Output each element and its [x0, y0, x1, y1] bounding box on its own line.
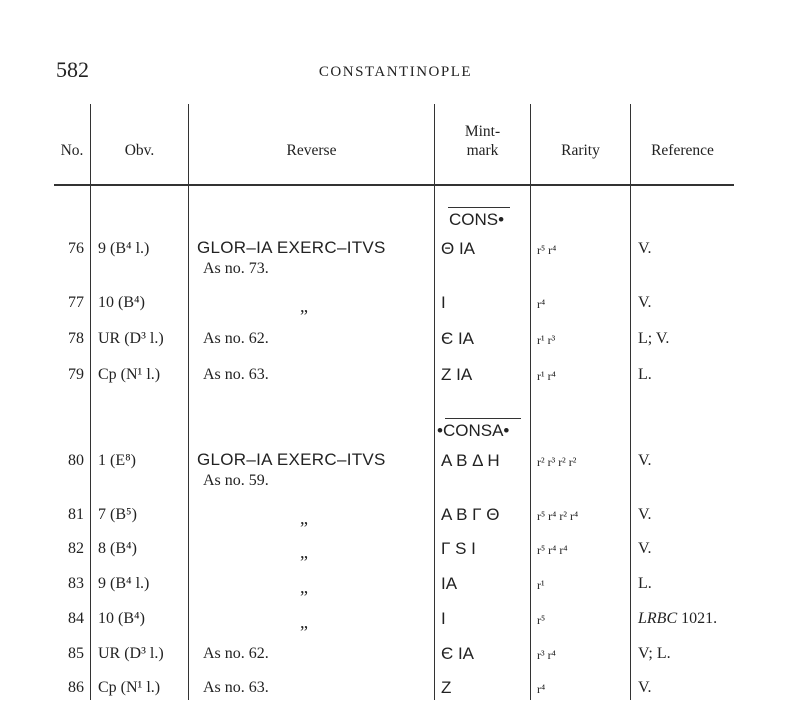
mintmark-cell: Z — [441, 678, 452, 697]
reverse-reference-note: As no. 73. — [203, 260, 269, 277]
header-rule — [54, 184, 734, 186]
row-number: 84 — [68, 610, 84, 627]
row-number: 79 — [68, 366, 84, 383]
rarity-cell: r⁵ r⁴ r⁴ — [537, 543, 568, 557]
reverse-reference-note: As no. 59. — [203, 472, 269, 489]
reverse-ditto: „ — [300, 612, 308, 632]
row-number: 77 — [68, 294, 84, 311]
col-divider-4 — [530, 104, 531, 700]
reference-cell: V; L. — [638, 645, 671, 662]
reverse-ditto: „ — [300, 296, 308, 316]
col-divider-1 — [90, 104, 91, 700]
reverse-ditto: „ — [300, 508, 308, 528]
reference-cell: V. — [638, 452, 652, 469]
col-divider-2 — [188, 104, 189, 700]
obverse-cell: 7 (B⁵) — [98, 506, 137, 523]
obverse-cell: Cp (N¹ l.) — [98, 679, 161, 696]
reverse-note: As no. 63. — [203, 366, 269, 383]
rarity-cell: r² r³ r² r² — [537, 455, 577, 469]
mintmark-cell: I — [441, 293, 446, 312]
row-number: 76 — [68, 240, 84, 257]
mintmark-cell: Θ IA — [441, 239, 476, 258]
mintmark-overline-2 — [445, 418, 521, 419]
obverse-cell: 9 (B⁴ l.) — [98, 575, 150, 592]
page-number: 582 — [56, 57, 89, 82]
mintmark-overline-1 — [448, 207, 510, 208]
header-mintmark-2: mark — [466, 142, 499, 159]
header-mintmark-1: Mint- — [464, 123, 501, 140]
reference-cell: V. — [638, 506, 652, 523]
row-number: 81 — [68, 506, 84, 523]
running-head: CONSTANTINOPLE — [318, 64, 473, 80]
obverse-cell: 1 (E⁸) — [98, 452, 137, 469]
obverse-cell: 9 (B⁴ l.) — [98, 240, 150, 257]
obverse-cell: UR (D³ l.) — [98, 645, 164, 662]
col-divider-3 — [434, 104, 435, 700]
header-no: No. — [60, 142, 84, 159]
reverse-legend: GLOR–IA EXERC–ITVS — [197, 450, 386, 469]
rarity-cell: r⁵ r⁴ r² r⁴ — [537, 509, 579, 523]
rarity-cell: r¹ — [537, 578, 545, 592]
reverse-note: As no. 62. — [203, 330, 269, 347]
row-number: 83 — [68, 575, 84, 592]
row-number: 86 — [68, 679, 84, 696]
mintmark-cell: Γ S I — [441, 539, 476, 558]
header-reference: Reference — [651, 142, 714, 159]
rarity-cell: r³ r⁴ — [537, 648, 556, 662]
mintmark-cell: IA — [441, 574, 458, 593]
header-reverse: Reverse — [286, 142, 337, 159]
mintmark-cell: A B Γ Θ — [441, 505, 500, 524]
reference-cell: V. — [638, 240, 652, 257]
mintmark-cell: Z IA — [441, 365, 473, 384]
rarity-cell: r⁵ — [537, 613, 546, 627]
reverse-legend: GLOR–IA EXERC–ITVS — [197, 238, 386, 257]
reference-number: 1021. — [681, 610, 718, 627]
mintmark-cell: A B Δ H — [441, 451, 500, 470]
reverse-note: As no. 63. — [203, 679, 269, 696]
reverse-note: As no. 62. — [203, 645, 269, 662]
obverse-cell: 10 (B⁴) — [98, 610, 145, 627]
mintmark-cell: I — [441, 609, 446, 628]
reference-cell: L. — [638, 575, 652, 592]
reference-work: LRBC — [638, 610, 678, 627]
reference-cell: V. — [638, 294, 652, 311]
header-rarity: Rarity — [561, 142, 600, 159]
obverse-cell: UR (D³ l.) — [98, 330, 164, 347]
obverse-cell: Cp (N¹ l.) — [98, 366, 161, 383]
mintmark-group-header-1: CONS• — [449, 210, 505, 229]
reverse-ditto: „ — [300, 577, 308, 597]
reference-cell: V. — [638, 540, 652, 557]
col-divider-5 — [630, 104, 631, 700]
obverse-cell: 8 (B⁴) — [98, 540, 137, 557]
mintmark-cell: Є IA — [441, 644, 475, 663]
row-number: 80 — [68, 452, 84, 469]
rarity-cell: r⁴ — [537, 297, 546, 311]
row-number: 82 — [68, 540, 84, 557]
rarity-cell: r⁵ r⁴ — [537, 243, 557, 257]
row-number: 78 — [68, 330, 84, 347]
rarity-cell: r¹ r⁴ — [537, 369, 556, 383]
reference-cell: L. — [638, 366, 652, 383]
rarity-cell: r⁴ — [537, 682, 546, 696]
rarity-cell: r¹ r³ — [537, 333, 556, 347]
obverse-cell: 10 (B⁴) — [98, 294, 145, 311]
row-number: 85 — [68, 645, 84, 662]
reference-cell: V. — [638, 679, 652, 696]
reference-cell: L; V. — [638, 330, 670, 347]
header-obv: Obv. — [124, 142, 155, 159]
mintmark-cell: Є IA — [441, 329, 475, 348]
reference-cell — [638, 610, 717, 628]
mintmark-group-header-2: •CONSA• — [437, 421, 510, 440]
reverse-ditto: „ — [300, 542, 308, 562]
